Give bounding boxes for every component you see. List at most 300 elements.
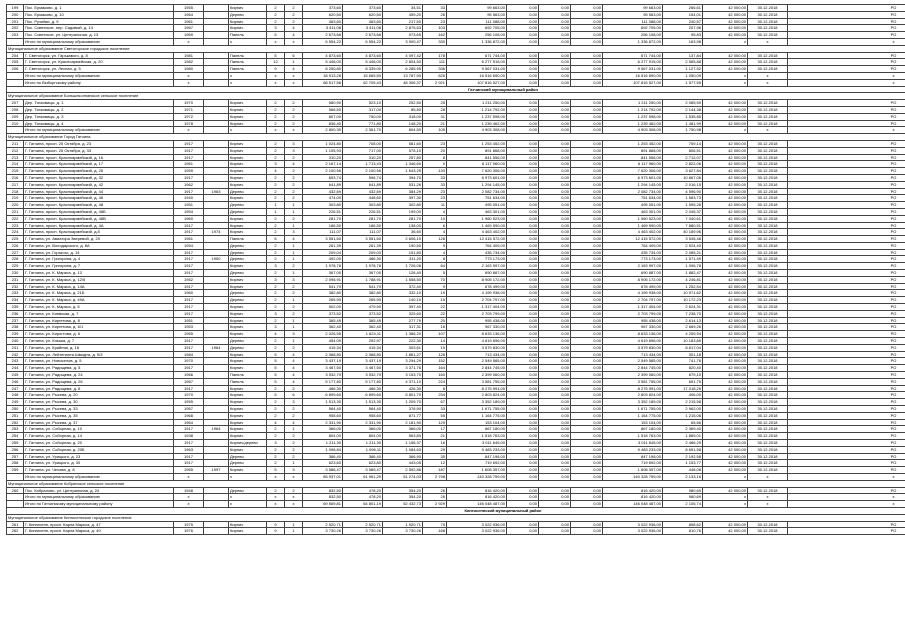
table-cell: 42 000,00	[703, 392, 748, 399]
table-cell: 0,00	[571, 324, 603, 331]
table-cell: 2 520,71	[343, 521, 383, 528]
table-cell: 2 549 585,00	[447, 358, 507, 365]
table-cell: 164	[423, 365, 447, 372]
table-cell: x	[174, 501, 204, 508]
table-cell: 2	[267, 174, 285, 181]
table-cell: 980,69	[663, 487, 703, 494]
table-cell	[204, 378, 229, 385]
table-cell: 2	[267, 460, 285, 467]
table-cell: 199	[7, 5, 24, 12]
table-cell	[204, 32, 229, 39]
table-cell: 61 961,29	[343, 473, 383, 480]
table-cell: 0,00	[571, 310, 603, 317]
table-cell: 3 352 189,00	[447, 399, 507, 406]
table-cell: 30.12.2018	[748, 453, 788, 460]
table-cell: 4	[267, 168, 285, 175]
table-cell: 30.12.2018	[748, 256, 788, 263]
table-cell: 2 822,06	[663, 161, 703, 168]
table-row	[7, 467, 905, 474]
table-cell: 2 368,80	[303, 351, 343, 358]
table-cell: 2 704 797,00	[447, 297, 507, 304]
table-row	[7, 11, 905, 18]
table-cell	[204, 487, 229, 494]
table-cell: РО	[788, 344, 905, 351]
table-cell	[204, 406, 229, 413]
table-cell: 0,00	[539, 52, 571, 59]
table-cell: 0,00	[507, 372, 539, 379]
table-cell: 2	[267, 385, 285, 392]
table-cell: 30.12.2018	[748, 440, 788, 447]
table-cell: 1955	[174, 5, 204, 12]
table-cell: 1 164 775,00	[447, 412, 507, 419]
table-cell: Г. Гатчина, ул. К. Маркса, д. 12/5	[24, 276, 174, 283]
table-cell: 2	[267, 433, 285, 440]
table-cell	[204, 208, 229, 215]
table-cell: 8 905 172,00	[603, 276, 663, 283]
table-cell: 717,00	[343, 147, 383, 154]
table-cell: 9 567 031,00	[447, 66, 507, 73]
table-cell: 30.12.2018	[748, 229, 788, 236]
table-cell: 0,00	[539, 181, 571, 188]
table-cell: 373,60	[303, 5, 343, 12]
table-cell: 4	[285, 365, 303, 372]
table-cell: 1 558,50	[383, 276, 423, 283]
table-cell: 0,00	[571, 473, 603, 480]
table-cell: Г. Гатчина, ул. Григорина, д. 7	[24, 263, 174, 270]
table-cell: Панель	[229, 66, 267, 73]
table-cell: Г. Гатчина, ул. Соборная, д. 20	[24, 440, 174, 447]
table-cell: 0,00	[571, 59, 603, 66]
table-cell	[204, 501, 229, 508]
table-cell: 26	[423, 487, 447, 494]
table-row	[7, 208, 905, 215]
table-cell: 1965	[174, 331, 204, 338]
table-cell: Кирпич	[229, 433, 267, 440]
table-cell: 0,00	[539, 38, 571, 45]
table-cell: 2 798	[423, 473, 447, 480]
table-cell: 168	[423, 528, 447, 535]
table-cell: 224	[7, 229, 24, 236]
table-cell: 620,50	[343, 11, 383, 18]
section-header-row	[7, 480, 905, 487]
table-cell: 42 000,00	[703, 344, 748, 351]
table-cell	[7, 79, 24, 86]
table-cell: 0,00	[507, 161, 539, 168]
table-cell	[204, 412, 229, 419]
table-cell	[204, 147, 229, 154]
table-row	[7, 113, 905, 120]
table-cell: Пос. Кобралово, ул. Центральная, д. 24	[24, 487, 174, 494]
table-cell: 0,00	[571, 270, 603, 277]
table-cell: 1976	[174, 528, 204, 535]
table-cell: 1961	[174, 161, 204, 168]
table-cell: 5	[267, 52, 285, 59]
table-cell: Итого по муниципальному образованию	[24, 127, 174, 134]
table-cell: 1966	[174, 372, 204, 379]
table-cell: 2 592,86	[383, 467, 423, 474]
table-cell: 255	[7, 440, 24, 447]
table-cell: Дерево	[229, 297, 267, 304]
table-cell: 0,00	[571, 317, 603, 324]
table-cell: РО	[788, 412, 905, 419]
table-cell: 1917	[174, 229, 204, 236]
table-row	[7, 331, 905, 338]
table-cell: 13 787,90	[383, 72, 423, 79]
table-cell: 17	[423, 426, 447, 433]
table-cell: Г. Гатчина, ул. К. Маркса, д. 49А	[24, 297, 174, 304]
table-cell	[204, 11, 229, 18]
table-cell: 2 399 060,00	[447, 372, 507, 379]
table-cell: РО	[788, 215, 905, 222]
table-cell: 1 713,43	[343, 161, 383, 168]
table-cell: 448,08	[663, 467, 703, 474]
table-cell: Кирпич	[229, 331, 267, 338]
table-cell: 3	[285, 147, 303, 154]
table-cell: 2	[285, 5, 303, 12]
table-cell: 0,00	[571, 66, 603, 73]
table-cell: 0,00	[507, 521, 539, 528]
table-cell: 0,00	[507, 79, 539, 86]
table-cell: Дерево	[229, 290, 267, 297]
table-cell: 30.12.2018	[748, 365, 788, 372]
table-cell: x	[267, 494, 285, 501]
table-cell: Г. Гатчина, просп. Красноармейский, д. 32	[24, 174, 174, 181]
table-cell: 2 803 824,00	[603, 392, 663, 399]
table-cell: 958,60	[343, 412, 383, 419]
table-cell: 1 105,93	[303, 147, 343, 154]
table-cell: 19	[423, 344, 447, 351]
table-cell: 1 960 523,00	[603, 215, 663, 222]
table-cell: 30.12.2018	[748, 528, 788, 535]
table-cell: 23	[423, 188, 447, 195]
table-cell: 2 673,66	[343, 32, 383, 39]
table-cell: 2	[285, 304, 303, 311]
table-cell: 67	[423, 399, 447, 406]
table-cell: 0,00	[571, 174, 603, 181]
table-cell: 2	[285, 385, 303, 392]
table-cell	[204, 263, 229, 270]
table-cell: Итого по муниципальному образованию	[24, 494, 174, 501]
table-cell: 65,66	[663, 419, 703, 426]
table-cell: 3 437,19	[343, 358, 383, 365]
table-row	[7, 195, 905, 202]
table-cell: 30.12.2018	[748, 426, 788, 433]
table-cell: 0,00	[539, 378, 571, 385]
table-cell: 4 199 938,00	[603, 290, 663, 297]
table-cell: 365,49	[343, 317, 383, 324]
table-cell: 30.12.2018	[748, 215, 788, 222]
table-cell: 0,00	[507, 344, 539, 351]
table-cell: 5 801,70	[383, 392, 423, 399]
table-cell: 42 000,00	[703, 365, 748, 372]
table-cell: 95 563,00	[603, 11, 663, 18]
table-cell: 0,00	[507, 140, 539, 147]
table-cell: x	[788, 473, 905, 480]
table-cell: 42 000,00	[703, 521, 748, 528]
table-cell: 7 620 306,00	[603, 168, 663, 175]
table-cell: 3 579 830,00	[447, 344, 507, 351]
table-cell: 394,70	[383, 174, 423, 181]
table-cell: 2	[267, 188, 285, 195]
table-cell: 1917	[174, 453, 204, 460]
table-cell: 382,80	[343, 290, 383, 297]
table-cell: 0,00	[571, 195, 603, 202]
table-cell: 42 000,00	[703, 236, 748, 243]
table-cell: 810,76	[663, 528, 703, 535]
table-cell: 891 868,00	[447, 147, 507, 154]
table-cell: x	[703, 38, 748, 45]
table-cell: 0,00	[571, 242, 603, 249]
table-cell: 8 617,04	[663, 344, 703, 351]
section-header-row	[7, 134, 905, 141]
table-cell: 4 199 938,00	[447, 290, 507, 297]
table-cell: 0,00	[571, 283, 603, 290]
table-cell: 0,00	[571, 140, 603, 147]
table-cell: x	[788, 494, 905, 501]
table-cell: 463,60	[303, 18, 343, 25]
table-cell: Г. Гатчина, ул. Рысева, д. 37	[24, 419, 174, 426]
table-cell: 111,07	[303, 229, 343, 236]
table-cell: 0,00	[507, 501, 539, 508]
table-cell: 0,00	[507, 317, 539, 324]
table-cell: 220	[7, 202, 24, 209]
table-cell: 0,00	[539, 399, 571, 406]
table-cell: Дерево	[229, 338, 267, 345]
table-cell: Панель	[229, 236, 267, 243]
table-cell: 1 084,63	[383, 446, 423, 453]
total-row	[7, 473, 905, 480]
table-row	[7, 399, 905, 406]
table-cell: 1 024,80	[303, 140, 343, 147]
table-cell: 486,30	[343, 385, 383, 392]
table-cell: Г. Гатчина, ул. Крайняя, д. 16	[24, 344, 174, 351]
table-cell	[204, 297, 229, 304]
table-row	[7, 242, 905, 249]
table-cell: 3 627,84	[663, 168, 703, 175]
table-cell	[204, 140, 229, 147]
table-cell: 2	[267, 195, 285, 202]
table-cell: 42 000,00	[703, 195, 748, 202]
table-cell: 713 434,00	[447, 351, 507, 358]
table-cell: 0,00	[571, 385, 603, 392]
table-cell: 2	[285, 344, 303, 351]
table-cell: 30.12.2018	[748, 283, 788, 290]
table-cell: 222,30	[383, 338, 423, 345]
table-cell: 692 705,00	[447, 25, 507, 32]
table-cell: 261,39	[343, 242, 383, 249]
table-cell: 0,00	[539, 297, 571, 304]
table-cell: 690 887,00	[447, 270, 507, 277]
table-cell: Кирпич	[229, 161, 267, 168]
table-cell: 2	[267, 406, 285, 413]
table-cell: 0,00	[571, 372, 603, 379]
table-cell: 771,80	[343, 120, 383, 127]
table-cell	[204, 100, 229, 107]
table-cell: Г. Гатчина, ул. Володарского, д. 8А	[24, 242, 174, 249]
table-cell: 820,40	[663, 365, 703, 372]
table-cell: 0,00	[507, 249, 539, 256]
table-cell: 1948	[174, 487, 204, 494]
table-cell: 2 215,58	[663, 399, 703, 406]
table-cell: x	[285, 494, 303, 501]
table-cell: 252,50	[383, 100, 423, 107]
table-cell: 1982	[174, 59, 204, 66]
table-cell: 3 581 755,00	[603, 378, 663, 385]
table-cell: 764 409,00	[603, 242, 663, 249]
table-cell: 140 328 759,00	[447, 473, 507, 480]
table-cell: 1	[285, 202, 303, 209]
table-cell: 6 285,95	[383, 66, 423, 73]
table-cell: РО	[788, 358, 905, 365]
table-cell: 750,00	[343, 113, 383, 120]
table-cell: 3 730,26	[343, 528, 383, 535]
table-cell: 4 596,90	[663, 188, 703, 195]
table-cell: Панель	[229, 52, 267, 59]
table-cell: 2	[285, 440, 303, 447]
table-cell	[204, 270, 229, 277]
table-cell: 764 409,00	[447, 242, 507, 249]
table-cell: 2 163 997,00	[603, 263, 663, 270]
table-cell: 580,90	[303, 100, 343, 107]
table-cell: 0,00	[507, 276, 539, 283]
table-cell: 2	[267, 229, 285, 236]
table-cell: 1984	[174, 351, 204, 358]
table-cell: 30.12.2018	[748, 331, 788, 338]
table-cell: 30.12.2018	[748, 147, 788, 154]
table-cell: 0,00	[571, 120, 603, 127]
table-cell: 233	[7, 290, 24, 297]
table-cell: 234	[7, 297, 24, 304]
total-row	[7, 38, 905, 45]
table-cell: 1 211 250,00	[603, 100, 663, 107]
table-cell: 751 634,00	[603, 195, 663, 202]
table-cell: 30.12.2018	[748, 32, 788, 39]
table-cell: 332,10	[383, 290, 423, 297]
table-cell: 210	[7, 120, 24, 127]
table-cell: 207,96	[663, 25, 703, 32]
table-cell: x	[788, 38, 905, 45]
table-cell: 0,00	[539, 460, 571, 467]
table-cell	[204, 446, 229, 453]
table-cell: 3 022 936,00	[447, 521, 507, 528]
table-cell: 237	[7, 317, 24, 324]
table-cell: 163,98	[663, 38, 703, 45]
table-cell: 1917	[174, 310, 204, 317]
table-cell: 1917	[174, 344, 204, 351]
table-cell: Пос. Ермаково, д. 10	[24, 11, 174, 18]
table-cell: 0,00	[571, 215, 603, 222]
table-cell: 227	[7, 249, 24, 256]
table-cell: 30.12.2018	[748, 242, 788, 249]
table-cell: 2	[285, 113, 303, 120]
table-cell: 2 167,14	[303, 161, 343, 168]
table-cell: 6 973 601,00	[603, 174, 663, 181]
table-cell: 1	[285, 59, 303, 66]
table-cell: РО	[788, 32, 905, 39]
table-cell: 2	[285, 18, 303, 25]
table-cell: 2 929	[423, 501, 447, 508]
table-cell: 773 173,00	[447, 256, 507, 263]
table-cell: Кирпич	[229, 365, 267, 372]
table-cell: 443,05	[383, 460, 423, 467]
table-cell: 266,61	[663, 5, 703, 12]
table-cell: 1959	[174, 168, 204, 175]
table-cell: 111 088,00	[447, 18, 507, 25]
table-cell: РО	[788, 317, 905, 324]
table-cell: 310,20	[343, 154, 383, 161]
table-cell: 187	[423, 467, 447, 474]
table-cell: 2 614,13	[663, 317, 703, 324]
section-title: Муниципальное образование Город Гатчина	[7, 134, 905, 141]
table-cell	[204, 5, 229, 12]
table-cell: 671 744,00	[447, 52, 507, 59]
table-cell: 213	[7, 154, 24, 161]
table-cell: 75	[423, 521, 447, 528]
table-cell: 42 000,00	[703, 113, 748, 120]
table-cell: 366,90	[383, 453, 423, 460]
table-cell: 3 532,70	[303, 372, 343, 379]
table-cell: 8 250,80	[303, 66, 343, 73]
table-cell: Дерево	[229, 249, 267, 256]
table-cell: 1960	[174, 290, 204, 297]
table-cell: 867 180,00	[603, 426, 663, 433]
table-cell: 42 000,00	[703, 297, 748, 304]
table-cell: 1 237 598,00	[447, 113, 507, 120]
table-cell: 2	[267, 147, 285, 154]
table-cell: 2 875,63	[383, 25, 423, 32]
table-cell: 1970	[174, 358, 204, 365]
table-cell: 958,60	[303, 412, 343, 419]
table-cell: 12	[267, 59, 285, 66]
table-cell: Г. Гатчина, ул. К. Маркса, д. 21Б	[24, 290, 174, 297]
table-row	[7, 188, 905, 195]
table-cell: 217	[7, 181, 24, 188]
table-cell: 209,00	[343, 249, 383, 256]
table-cell: 0,00	[571, 202, 603, 209]
table-cell: 200	[7, 11, 24, 18]
table-cell: 30.12.2018	[748, 406, 788, 413]
table-cell: 8	[423, 385, 447, 392]
table-cell: Г. Гатчина, ул. Киевская, д. 7	[24, 310, 174, 317]
table-row	[7, 310, 905, 317]
table-cell: 236	[7, 310, 24, 317]
table-cell: 0,00	[507, 460, 539, 467]
table-cell: 28	[423, 106, 447, 113]
table-cell: 1 096,84	[303, 446, 343, 453]
table-cell: 719 692,00	[603, 460, 663, 467]
table-cell: 1952	[174, 276, 204, 283]
table-row	[7, 202, 905, 209]
table-cell: 0,00	[539, 426, 571, 433]
table-cell: 2 844 745,00	[447, 365, 507, 372]
table-cell	[204, 106, 229, 113]
table-cell: 148,20	[383, 120, 423, 127]
table-cell: 30.12.2018	[748, 25, 788, 32]
table-cell: 806,51	[663, 147, 703, 154]
table-cell: 0,00	[539, 256, 571, 263]
table-cell: 30.12.2018	[748, 433, 788, 440]
table-cell: 10 172,23	[663, 297, 703, 304]
section-header-row	[7, 45, 905, 52]
table-cell: 495 051,00	[603, 202, 663, 209]
table-cell: Итого по Выборгскому району	[24, 79, 174, 86]
table-cell: 261	[7, 521, 24, 528]
table-cell: 6	[285, 52, 303, 59]
table-cell: 0,00	[507, 168, 539, 175]
table-row	[7, 358, 905, 365]
table-row	[7, 365, 905, 372]
table-cell: 0,00	[571, 38, 603, 45]
